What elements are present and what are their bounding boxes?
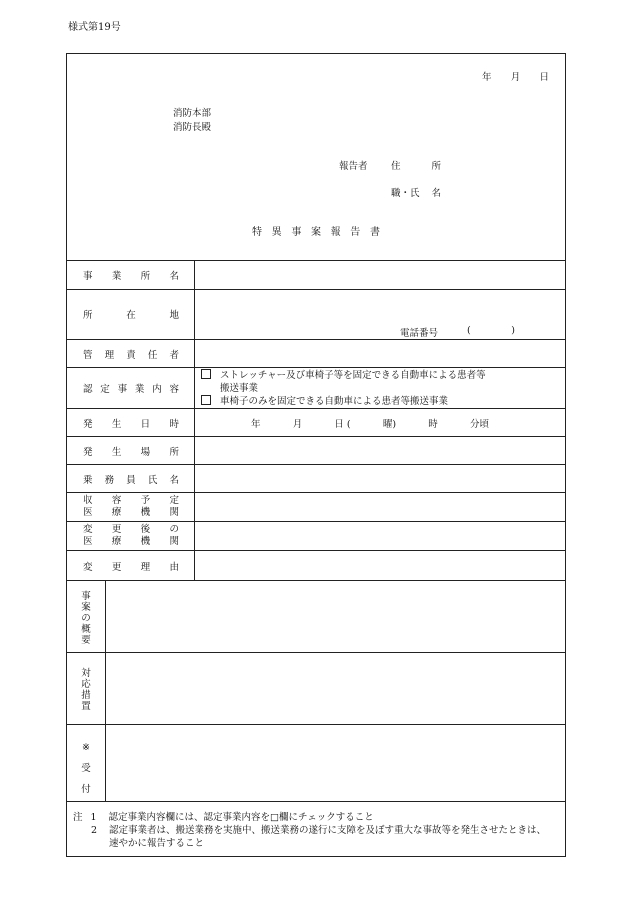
location-label: 所 在 地 [83, 310, 179, 321]
planned-hospital-label: 収 容 予 定 医 療 機 関 [83, 495, 179, 518]
reporter-label: 報告者 [339, 161, 368, 172]
column-divider [194, 260, 195, 580]
crew-names-label: 乗 務 員 氏 名 [83, 475, 179, 486]
document-title: 特 異 事 案 報 告 書 [252, 227, 380, 238]
response-label: 対 応 措 置 [81, 668, 91, 712]
cert-content-label: 認 定 事 業 内 容 [83, 384, 179, 395]
name-label: 職・氏 名 [391, 188, 441, 199]
form-number: 様式第19号 [68, 22, 121, 33]
notes-label: 注 [73, 812, 83, 823]
phone-label: 電話番号 [400, 328, 439, 339]
checkbox-icon[interactable] [201, 395, 211, 405]
manager-label: 管 理 責 任 者 [83, 350, 179, 361]
fire-department: 消防本部 [173, 108, 212, 119]
cert-option-stretcher[interactable]: ストレッチャー及び車椅子等を固定できる自動車による患者等 [201, 369, 486, 382]
divider [67, 521, 565, 522]
reception-label: ※ 受 付 [81, 742, 91, 795]
divider [67, 550, 565, 551]
divider [67, 260, 565, 261]
cert-options [201, 369, 486, 408]
address-label: 住 所 [391, 161, 441, 172]
occurrence-place-label: 発 生 場 所 [83, 447, 179, 458]
divider [67, 492, 565, 493]
divider [67, 289, 565, 290]
note-1: 認定事業内容欄には、認定事業内容を□欄にチェックすること [108, 812, 374, 823]
date-line [482, 69, 549, 83]
change-reason-label: 変 更 理 由 [83, 562, 179, 573]
office-name-label: 事 業 所 名 [83, 271, 179, 282]
summary-label: 事 案 の 概 要 [81, 591, 91, 646]
divider [67, 801, 565, 802]
year-label: 年 [482, 72, 492, 83]
datetime-fields[interactable]: 年 月 日 ( 曜) 時 分頃 [251, 419, 489, 430]
notes: 注 1 認定事業内容欄には、認定事業内容を□欄にチェックすること 2 認定事業者は、搬送業務を実施中、搬送業務の遂行に支障を及ぼす重大な事故等を発生させたときは、 速やかに報告すること [73, 812, 547, 849]
divider [67, 652, 565, 653]
divider [67, 436, 565, 437]
divider [67, 408, 565, 409]
cert-option-stretcher-cont: 搬送事業 [220, 383, 259, 394]
divider [67, 464, 565, 465]
divider [67, 724, 565, 725]
day-label: 日 [539, 72, 549, 83]
divider [67, 367, 565, 368]
divider [67, 580, 565, 581]
divider [67, 339, 565, 340]
report-form [66, 53, 566, 857]
phone-field[interactable]: ( ) [467, 325, 515, 336]
changed-hospital-label: 変 更 後 の 医 療 機 関 [83, 524, 179, 547]
note-2-cont: 速やかに報告すること [109, 838, 205, 849]
addressee [173, 107, 211, 135]
month-label: 月 [510, 72, 521, 83]
fire-chief: 消防長殿 [173, 122, 212, 133]
occurrence-datetime-label: 発 生 日 時 [83, 419, 179, 430]
checkbox-icon[interactable] [201, 369, 211, 379]
cert-option-wheelchair[interactable]: 車椅子のみを固定できる自動車による患者等搬送事業 [201, 395, 486, 408]
column-divider [105, 580, 106, 801]
note-2: 認定事業者は、搬送業務を実施中、搬送業務の遂行に支障を及ぼす重大な事故等を発生させたときは、 [109, 825, 547, 836]
